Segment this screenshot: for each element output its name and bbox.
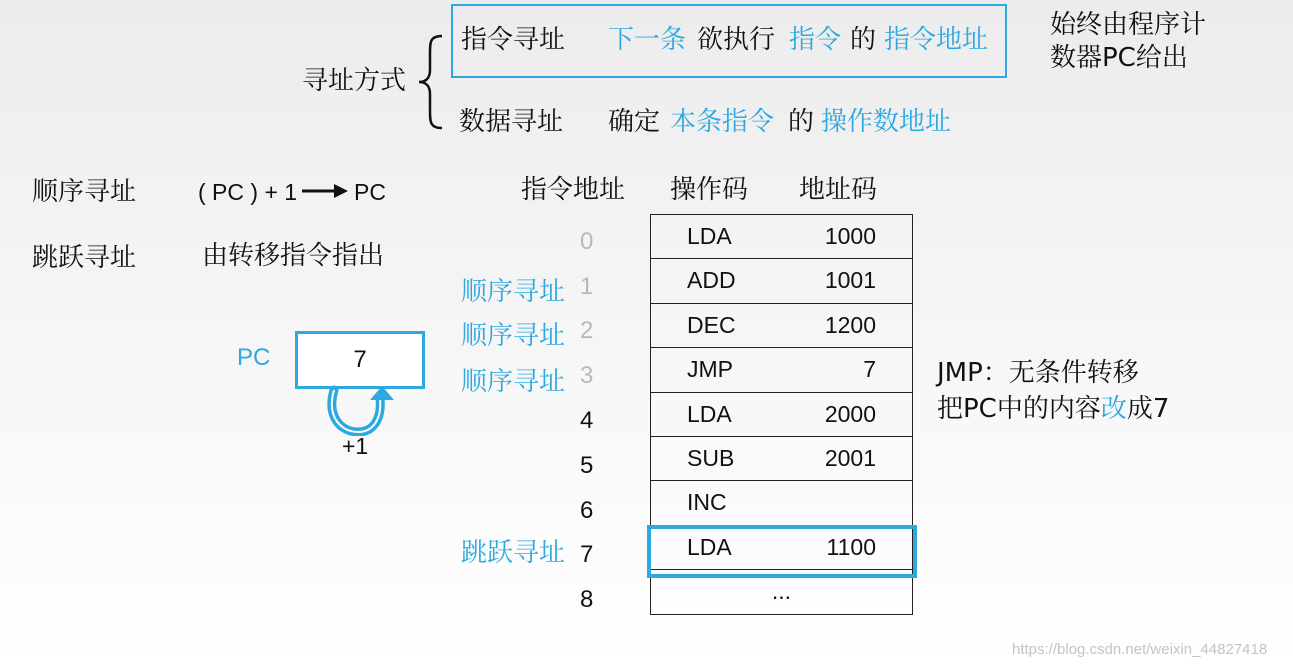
header-address-code: 地址码 [799,175,878,205]
instruction-text: 指令 [789,25,842,55]
this-instruction-text: 本条指令 [670,107,775,137]
brace-icon [416,34,446,130]
opcode-cell: JMP [687,356,733,383]
operand-cell: 1200 [824,311,876,338]
header-instruction-address: 指令地址 [521,175,626,205]
increment-loop-arrow-icon [320,384,400,436]
operand-cell: 1100 [826,533,876,560]
pc-note-line1: 始终由程序计 [1050,10,1207,40]
opcode-cell: INC [687,489,727,516]
table-row [651,348,913,392]
jmp-note-prefix: 把PC中的内容 [937,394,1101,424]
jump-target-highlight [647,525,917,578]
table-row [651,259,913,303]
pc-value: 7 [353,346,367,373]
determine-text: 确定 [608,107,661,137]
instruction-address-text: 指令地址 [884,25,989,55]
to-execute-text: 欲执行 [697,25,776,55]
table-row [651,392,913,436]
table-row [651,481,913,525]
pc-note-line2: 数器PC给出 [1050,43,1188,73]
jump-description: 由转移指令指出 [202,241,385,271]
operand-cell: 1001 [824,267,876,294]
address-number: 7 [580,541,594,568]
right-arrow-icon [302,183,348,199]
opcode-cell: SUB [687,444,735,471]
table-row [651,436,913,480]
next-text: 下一条 [608,25,687,55]
row-annotation: 跳跃寻址 [461,538,566,568]
header-opcode: 操作码 [670,175,749,205]
jmp-note-highlight: 改 [1100,394,1127,424]
operand-cell: 2001 [824,444,876,471]
instruction-addressing-label: 指令寻址 [461,25,566,55]
jump-addressing-label: 跳跃寻址 [32,243,137,273]
opcode-cell: LDA [687,223,732,249]
pc-label: PC [237,344,271,371]
sequential-target: PC [354,179,386,205]
addressing-methods-label: 寻址方式 [302,66,407,96]
address-number: 2 [580,317,594,344]
operand-cell: 1000 [824,223,876,249]
increment-label: +1 [342,433,369,459]
address-number: 1 [580,273,594,300]
row-annotation: 顺序寻址 [461,321,566,351]
jmp-note-suffix: 成7 [1126,394,1170,424]
operand-cell: 2000 [824,400,876,427]
jmp-note-line2 [937,394,1169,424]
sequential-formula: ( PC ) + 1 [198,179,298,205]
table-row [651,303,913,347]
address-number: 3 [580,362,594,389]
address-number: 0 [580,228,594,255]
pc-register-box [295,331,425,389]
address-number: 8 [580,586,594,613]
table-row [651,215,913,259]
opcode-cell: LDA [687,400,732,427]
operand-cell: 7 [863,356,876,383]
address-number: 6 [580,497,594,524]
address-number: 5 [580,452,594,479]
of-text: 的 [850,25,877,55]
data-addressing-label: 数据寻址 [459,107,564,137]
address-number: 4 [580,407,594,434]
operand-address-text: 操作数地址 [821,107,952,137]
ellipsis-cell: ... [771,578,792,605]
opcode-cell: LDA [687,533,732,560]
of-text-2: 的 [788,107,815,137]
jmp-note-line1: JMP：无条件转移 [937,358,1139,388]
sequential-addressing-label: 顺序寻址 [32,177,137,207]
row-annotation: 顺序寻址 [461,277,566,307]
row-annotation: 顺序寻址 [461,367,566,397]
watermark: https://blog.csdn.net/weixin_44827418 [1012,641,1268,658]
opcode-cell: ADD [687,267,736,294]
opcode-cell: DEC [687,311,736,338]
